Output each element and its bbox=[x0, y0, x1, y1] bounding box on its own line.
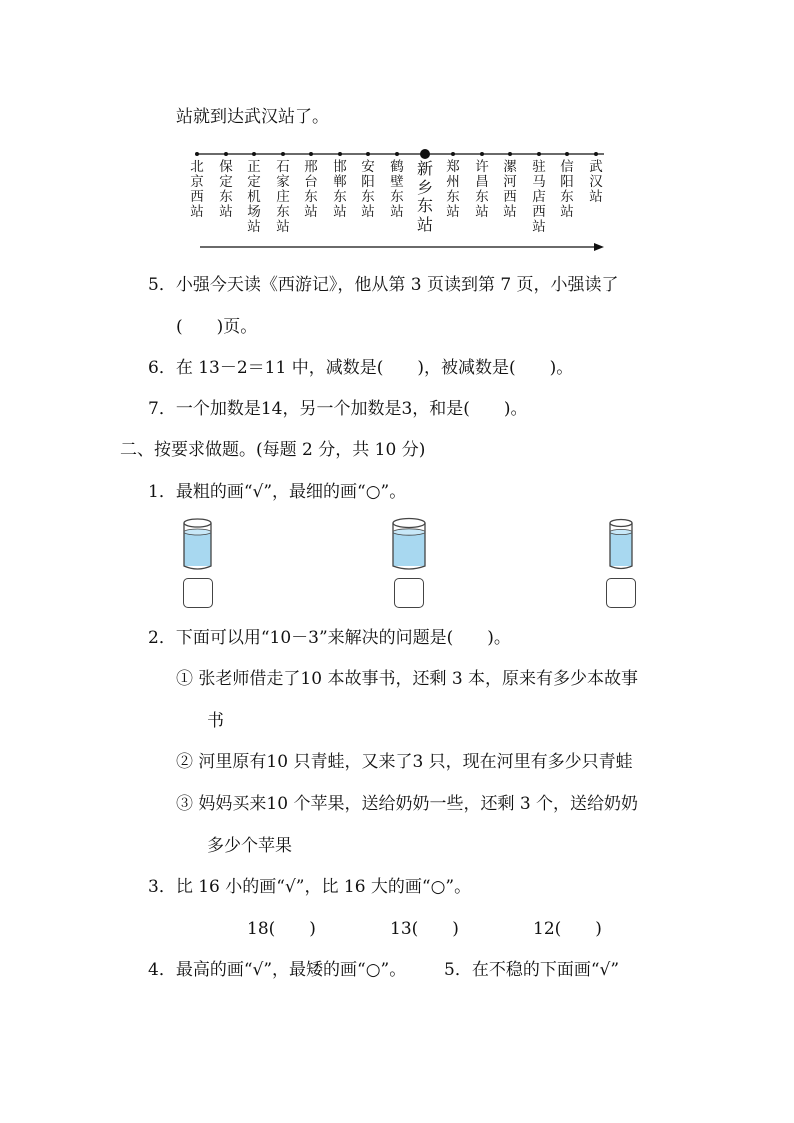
station-label: 武 汉 站 bbox=[589, 159, 603, 205]
section2-q4: 4．最高的画“√”，最矮的画“○”。 bbox=[148, 960, 407, 980]
station-label: 正 定 机 场 站 bbox=[247, 159, 261, 235]
section2-title: 二、按要求做题。(每题 2 分，共 10 分) bbox=[120, 440, 426, 460]
station-dot bbox=[309, 152, 313, 156]
section2-q1: 1．最粗的画“√”，最细的画“○”。 bbox=[148, 482, 407, 502]
station-dot bbox=[420, 149, 430, 159]
station-dot bbox=[480, 152, 484, 156]
section2-q3: 3．比 16 小的画“√”，比 16 大的画“○”。 bbox=[148, 877, 472, 897]
arrow-head-icon bbox=[594, 243, 604, 251]
section2-q5: 5．在不稳的下面画“√” bbox=[444, 960, 620, 980]
station-label: 鹤 壁 东 站 bbox=[390, 159, 404, 220]
q5-line1: 5．小强今天读《西游记》，他从第 3 页读到第 7 页，小强读了 bbox=[148, 275, 619, 295]
answer-box-1[interactable] bbox=[183, 578, 213, 608]
q5-line2: ( )页。 bbox=[176, 317, 258, 337]
station-label: 信 阳 东 站 bbox=[560, 159, 574, 220]
cup-1 bbox=[184, 519, 211, 569]
cups-figure bbox=[0, 512, 794, 632]
answer-box-2[interactable] bbox=[394, 578, 424, 608]
station-dot bbox=[594, 152, 598, 156]
compare-item-13: 13( ) bbox=[390, 919, 459, 939]
station-dot bbox=[537, 152, 541, 156]
station-dot bbox=[366, 152, 370, 156]
station-label: 石 家 庄 东 站 bbox=[276, 159, 290, 235]
section2-q2: 2．下面可以用“10－3”来解决的问题是( )。 bbox=[148, 628, 511, 648]
station-dot bbox=[338, 152, 342, 156]
station-label: 保 定 东 站 bbox=[219, 159, 233, 220]
option-1-line2: 书 bbox=[207, 711, 224, 731]
station-label: 新 乡 东 站 bbox=[416, 159, 433, 234]
station-label: 安 阳 东 站 bbox=[361, 159, 375, 220]
station-label: 漯 河 西 站 bbox=[503, 159, 517, 220]
railway-line bbox=[0, 0, 794, 260]
station-label: 北 京 西 站 bbox=[190, 159, 204, 220]
station-label: 邯 郸 东 站 bbox=[333, 159, 347, 220]
station-label: 邢 台 东 站 bbox=[304, 159, 318, 220]
compare-item-18: 18( ) bbox=[247, 919, 316, 939]
option-3-line1: ③ 妈妈买来10 个苹果，送给奶奶一些，还剩 3 个，送给奶奶 bbox=[176, 794, 639, 814]
station-label: 许 昌 东 站 bbox=[475, 159, 489, 220]
station-dot bbox=[565, 152, 569, 156]
q7: 7．一个加数是14，另一个加数是3，和是( )。 bbox=[148, 399, 528, 419]
station-label: 驻 马 店 西 站 bbox=[532, 159, 546, 235]
station-dot bbox=[395, 152, 399, 156]
station-dot bbox=[281, 152, 285, 156]
station-dot bbox=[451, 152, 455, 156]
station-dot bbox=[508, 152, 512, 156]
cup-2 bbox=[393, 519, 425, 570]
compare-item-12: 12( ) bbox=[533, 919, 602, 939]
intro-line: 站就到达武汉站了。 bbox=[176, 107, 329, 127]
answer-box-3[interactable] bbox=[606, 578, 636, 608]
station-dot bbox=[195, 152, 199, 156]
option-2: ② 河里原有10 只青蛙，又来了3 只，现在河里有多少只青蛙 bbox=[176, 752, 633, 772]
cup-3 bbox=[610, 520, 632, 569]
station-label: 郑 州 东 站 bbox=[446, 159, 460, 220]
option-1-line1: ① 张老师借走了10 本故事书，还剩 3 本，原来有多少本故事 bbox=[176, 669, 639, 689]
station-dot bbox=[224, 152, 228, 156]
q6: 6．在 13－2＝11 中，减数是( )，被减数是( )。 bbox=[148, 358, 574, 378]
station-dot bbox=[252, 152, 256, 156]
option-3-line2: 多少个苹果 bbox=[207, 836, 292, 856]
